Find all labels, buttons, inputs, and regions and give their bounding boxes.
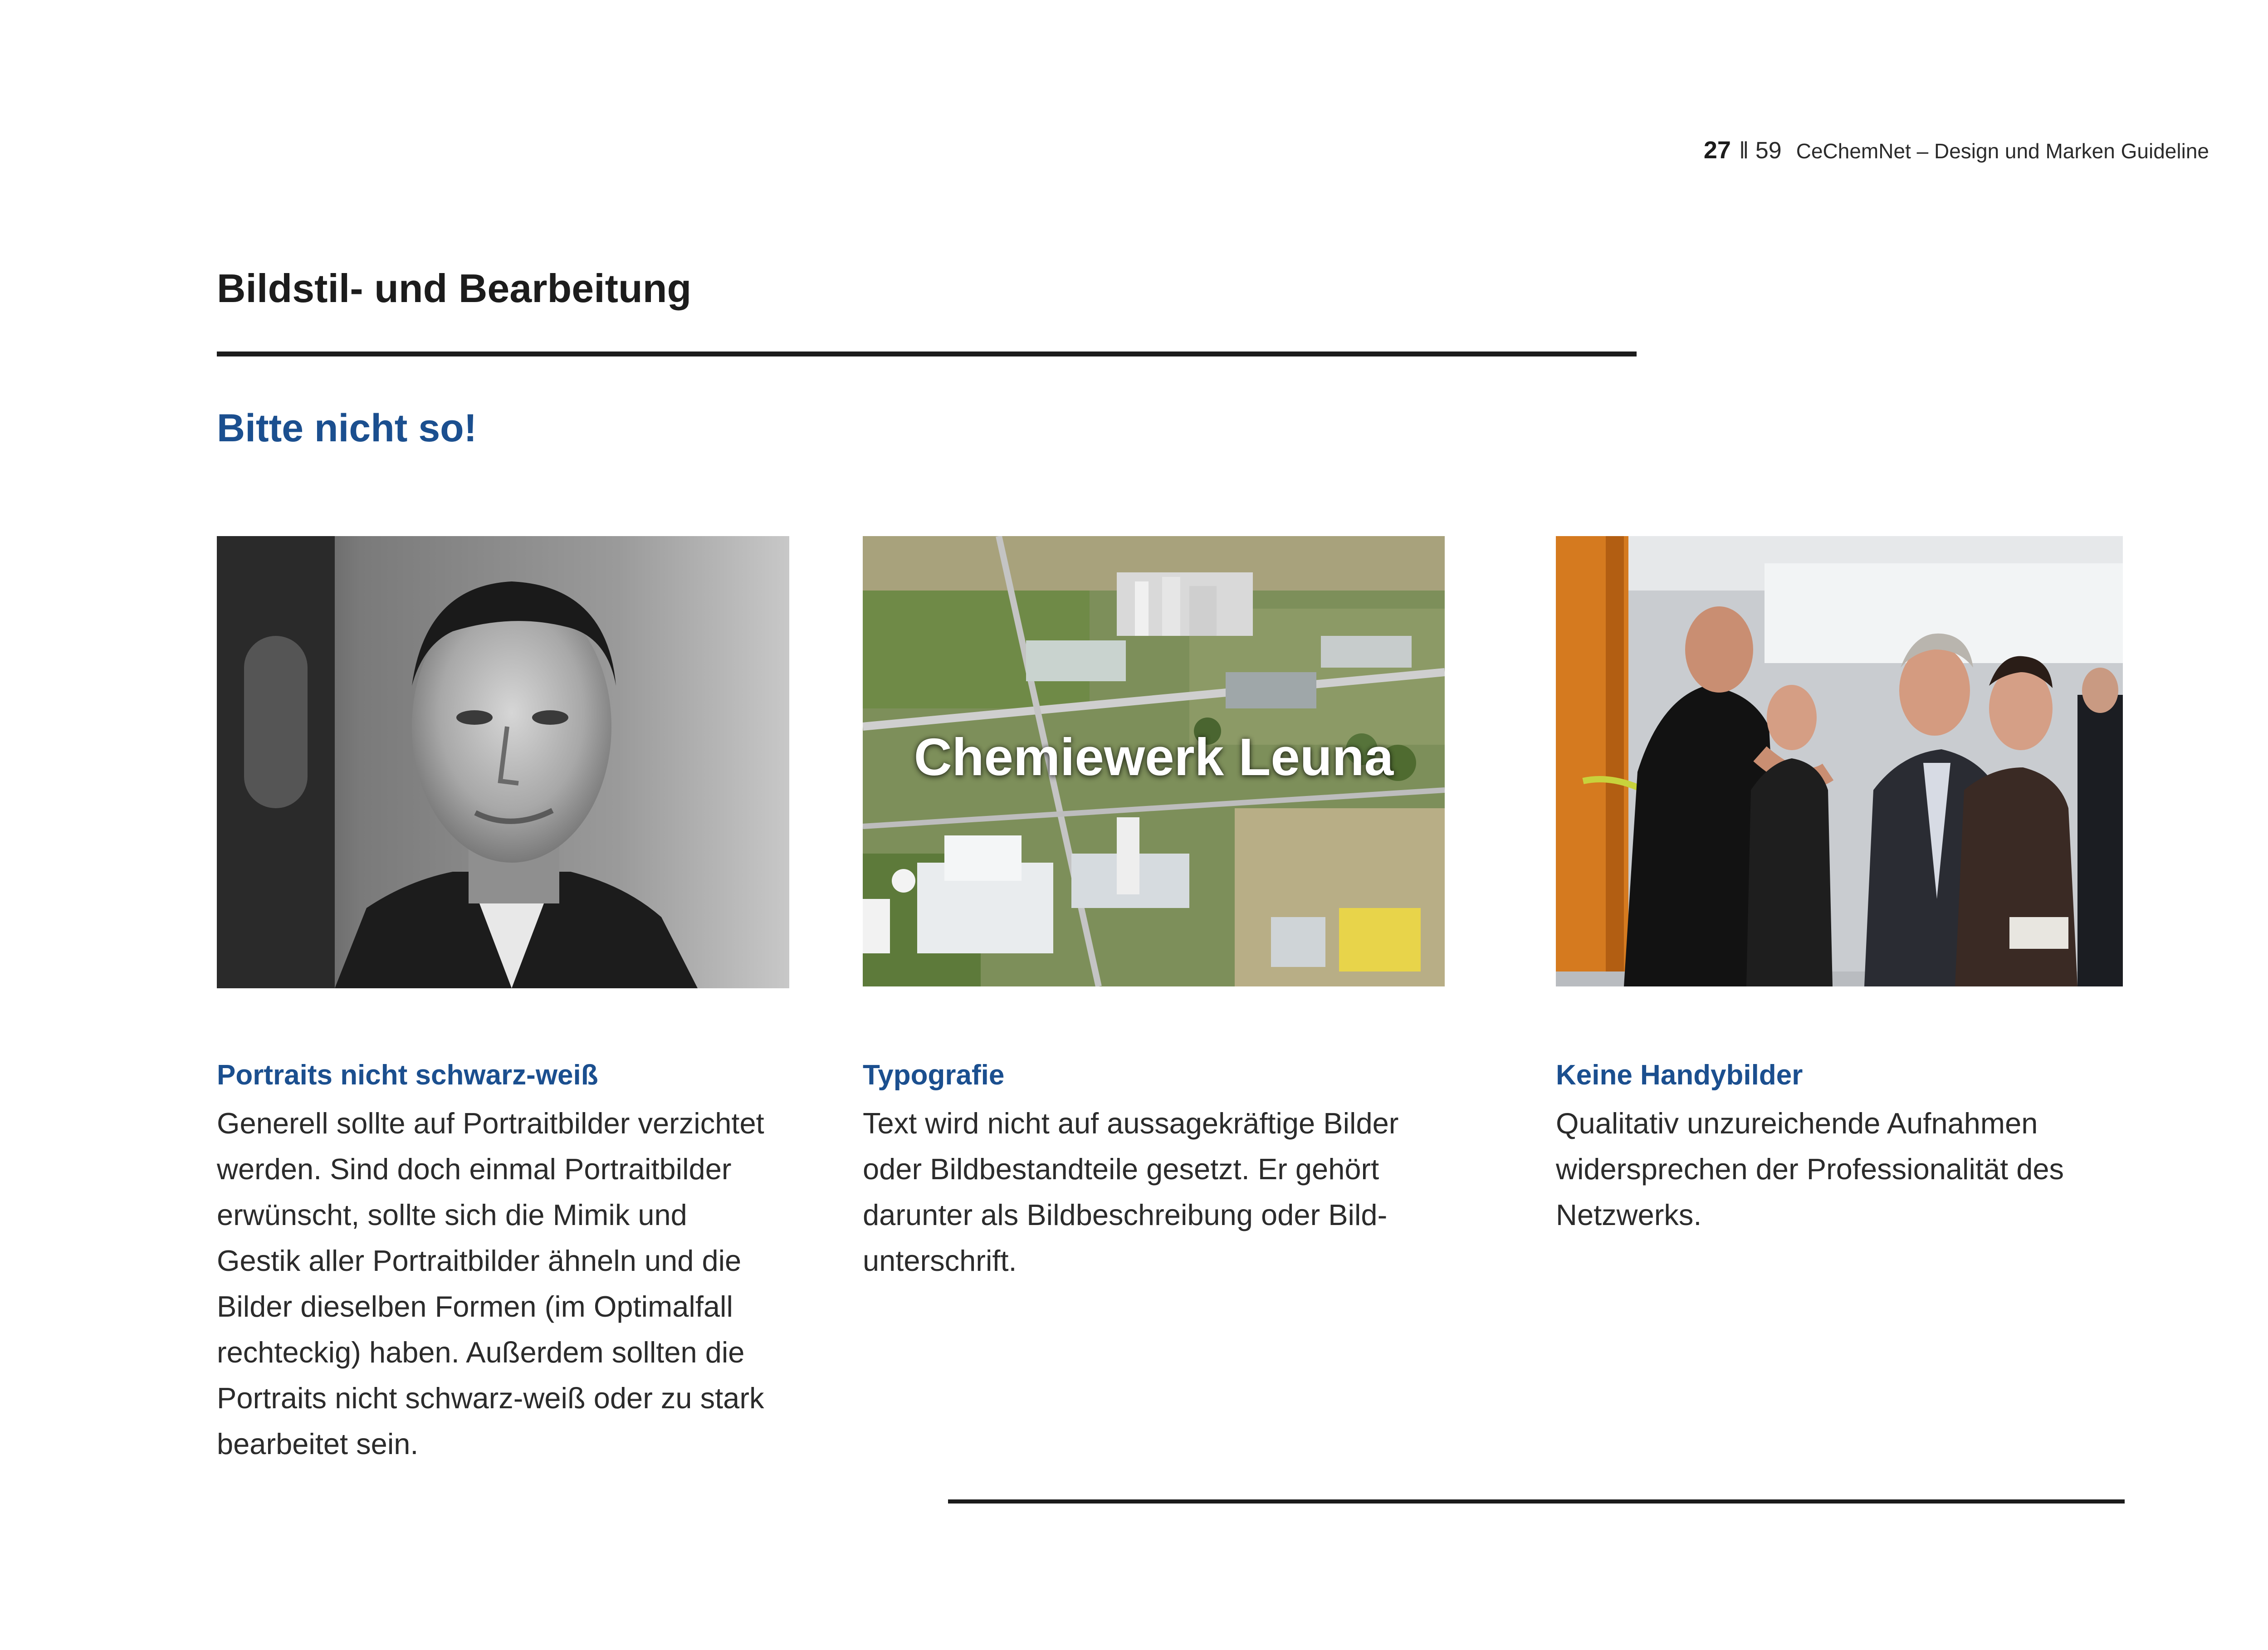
phone-photo-guideline-text: Qualitativ unzureichende Aufnahmen widersprechen der Professionalität des Netzwerks. [1556,1107,2064,1231]
page-header [1678,136,2209,172]
black-white-portrait-image [217,536,789,988]
typography-guideline-heading: Typografie [863,1059,1005,1091]
image-overlay-text: Chemiewerk Leuna [914,727,1394,786]
total-pages: ‖ 59 [1739,137,1782,164]
phone-snapshot-group-image [1556,536,2123,986]
bottom-divider [948,1499,2125,1504]
portrait-guideline-heading: Portraits nicht schwarz-weiß [217,1059,598,1091]
portrait-guideline-column [217,1057,816,1467]
typography-guideline-column [863,1057,1452,1284]
portrait-guideline-text: Generell sollte auf Portraitbilder verzichtet werden. Sind doch einmal Portraitbilder erwünscht, sollte sich die Mimik und Gestik aller Portraitbilder ähneln und die Bilder dieselben Formen (im Optimalfall rechteckig) haben. Außerdem sollten die Portraits nicht schwarz-weiß oder zu stark bearbeitet sein. [217,1107,764,1460]
warning-subtitle: Bitte nicht so! [217,406,477,450]
typography-guideline-text: Text wird nicht auf aussagekräftige Bilder oder Bildbestandteile gesetzt. Er gehört darunter als Bildbeschreibung oder Bild- unterschrift. [863,1107,1399,1277]
aerial-chemical-plant-image [863,536,1445,986]
title-divider [217,351,1637,356]
document-title: CeChemNet – Design und Marken Guideline [1796,139,2209,163]
phone-photo-guideline-heading: Keine Handybilder [1556,1059,1803,1091]
section-title: Bildstil- und Bearbeitung [217,266,692,311]
page-number: 27 [1703,137,1731,164]
phone-photo-guideline-column [1556,1057,2141,1238]
